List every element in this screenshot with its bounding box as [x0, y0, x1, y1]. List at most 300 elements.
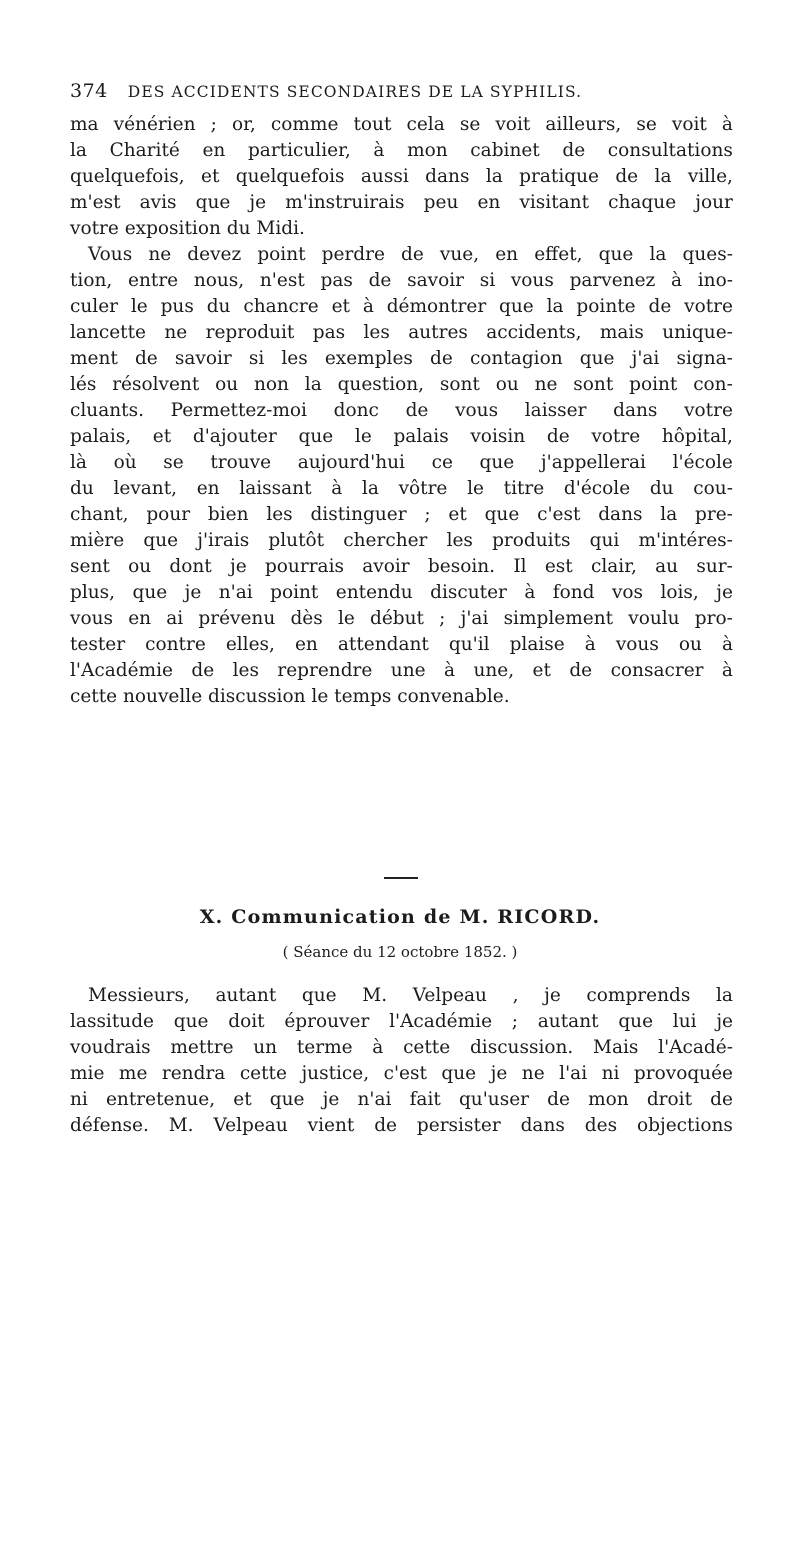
word: ou — [215, 374, 239, 395]
word: consacrer — [610, 660, 704, 681]
word: le — [467, 478, 484, 499]
word: chaque — [608, 192, 677, 213]
word: l'école — [672, 452, 733, 473]
word: les — [363, 322, 390, 343]
word: là — [70, 452, 87, 473]
word: mon — [588, 1089, 629, 1110]
word: voit — [671, 114, 707, 135]
word: lassitude — [70, 1011, 154, 1032]
word: con- — [693, 374, 733, 395]
word: effet, — [534, 244, 583, 265]
word: voudrais — [70, 1037, 151, 1058]
word: que — [173, 1011, 209, 1032]
section-subtitle: ( Séance du 12 octobre 1852. ) — [282, 943, 518, 961]
word: dans — [613, 400, 658, 421]
word: j'ai — [631, 348, 660, 369]
word: fait — [409, 1089, 441, 1110]
text-line — [70, 580, 733, 606]
word: sont — [573, 374, 614, 395]
word: distinguer — [310, 504, 407, 525]
word: , — [512, 985, 519, 1006]
word: discussion. — [469, 1037, 574, 1058]
word: lancette — [70, 322, 146, 343]
word: palais — [393, 426, 449, 447]
word: vénérien — [113, 114, 196, 135]
text-line — [70, 606, 733, 632]
word: chercher — [343, 530, 428, 551]
word: pour — [146, 504, 191, 525]
word: ; — [210, 114, 217, 135]
word: ; — [511, 1011, 519, 1032]
text-line: votre exposition du Midi. — [70, 218, 305, 239]
word: le — [354, 426, 372, 447]
word: justice, — [301, 1063, 370, 1084]
word: c'est — [537, 504, 581, 525]
word: aussi — [360, 166, 409, 187]
word: trouve — [210, 452, 272, 473]
text-line — [70, 112, 733, 138]
word: M. — [362, 985, 388, 1006]
word: de — [547, 1089, 570, 1110]
word: la — [654, 166, 672, 187]
word: l'Acadé- — [658, 1037, 733, 1058]
word: le — [337, 608, 355, 629]
word: quelquefois — [235, 166, 345, 187]
word: est — [544, 556, 573, 577]
word: de — [191, 660, 215, 681]
text-line — [70, 190, 733, 216]
word: levant, — [113, 478, 178, 499]
word: droit — [646, 1089, 693, 1110]
word: non — [254, 374, 289, 395]
text-line — [70, 502, 733, 528]
word: plus, — [70, 582, 116, 603]
text-line — [70, 554, 733, 580]
word: lois, — [660, 582, 699, 603]
word: je — [544, 985, 561, 1006]
word: autant — [537, 1011, 599, 1032]
word: que — [598, 244, 634, 265]
word: vous — [615, 634, 659, 655]
word: un — [253, 1037, 278, 1058]
word: dans — [520, 1115, 565, 1136]
word: résolvent — [112, 374, 200, 395]
word: vous — [455, 400, 499, 421]
word: je — [230, 556, 247, 577]
word: à — [671, 270, 683, 291]
word: d'école — [563, 478, 631, 499]
word: pus — [160, 296, 194, 317]
word: à — [721, 660, 733, 681]
word: les — [281, 348, 308, 369]
page-number: 374 — [70, 80, 108, 102]
word: démontrer — [386, 296, 487, 317]
word: aujourd'hui — [297, 452, 405, 473]
word: particulier, — [247, 140, 351, 161]
word: mie — [70, 1063, 105, 1084]
word: point — [629, 374, 678, 395]
word: que — [132, 582, 168, 603]
text-line — [70, 294, 733, 320]
word: ce — [431, 452, 453, 473]
word: voulu — [628, 608, 680, 629]
word: reproduit — [205, 322, 295, 343]
word: Vous — [88, 244, 133, 265]
word: M. — [168, 1115, 194, 1136]
paragraph-2 — [70, 242, 733, 710]
word: doit — [228, 1011, 265, 1032]
word: et — [201, 166, 220, 187]
word: vue, — [439, 244, 480, 265]
word: plutôt — [268, 530, 325, 551]
word: la — [546, 296, 564, 317]
word: cela — [406, 114, 445, 135]
word: à — [524, 582, 536, 603]
word: en — [294, 634, 318, 655]
word: ai — [166, 608, 184, 629]
word: les — [232, 660, 259, 681]
word: de — [430, 348, 453, 369]
word: hôpital, — [661, 426, 733, 447]
word: perdre — [321, 244, 385, 265]
word: l'ai — [559, 1063, 588, 1084]
word: des — [584, 1115, 618, 1136]
word: qui — [589, 530, 620, 551]
word: pas — [320, 270, 353, 291]
word: mettre — [170, 1037, 234, 1058]
word: point — [257, 244, 306, 265]
word: ailleurs, — [545, 114, 622, 135]
word: au — [655, 556, 679, 577]
text-line — [70, 1113, 733, 1139]
word: ; — [439, 608, 446, 629]
text-line — [70, 398, 733, 424]
word: m'intéres- — [638, 530, 733, 551]
word: qu'il — [448, 634, 490, 655]
word: pratique — [519, 166, 599, 187]
text-line — [70, 424, 733, 450]
word: ; — [424, 504, 431, 525]
text-line: cette nouvelle discussion le temps convenable. — [70, 686, 510, 707]
word: sont — [439, 374, 480, 395]
word: laisser — [524, 400, 587, 421]
word: entre — [128, 270, 179, 291]
word: Permettez-moi — [170, 400, 307, 421]
word: accidents, — [486, 322, 582, 343]
word: j'appellerai — [540, 452, 646, 473]
word: en — [196, 478, 220, 499]
word: n'ai — [357, 1089, 392, 1110]
word: ino- — [697, 270, 733, 291]
text-line — [70, 372, 733, 398]
word: persister — [416, 1115, 501, 1136]
word: et — [331, 296, 350, 317]
word: simplement — [503, 608, 614, 629]
word: en — [495, 244, 519, 265]
word: entretenue, — [105, 1089, 216, 1110]
word: palais, — [70, 426, 132, 447]
word: nous, — [193, 270, 245, 291]
word: la — [715, 985, 733, 1006]
word: que — [441, 1063, 477, 1084]
word: dans — [425, 166, 470, 187]
word: de — [546, 426, 570, 447]
word: dès — [290, 608, 323, 629]
word: laissant — [239, 478, 312, 499]
word: vos — [611, 582, 644, 603]
word: mière — [70, 530, 125, 551]
word: cou- — [693, 478, 733, 499]
word: la — [649, 244, 667, 265]
word: vous — [510, 270, 554, 291]
word: attendant — [337, 634, 429, 655]
word: tout — [353, 114, 392, 135]
text-line — [70, 242, 733, 268]
word: visitant — [519, 192, 590, 213]
word: début — [370, 608, 424, 629]
word: si — [248, 348, 265, 369]
word: votre — [684, 400, 733, 421]
word: du — [649, 478, 674, 499]
text-line — [70, 528, 733, 554]
word: jour — [695, 192, 733, 213]
word: à — [721, 114, 733, 135]
word: Messieurs, — [88, 985, 190, 1006]
word: que — [618, 1011, 654, 1032]
text-line — [70, 1035, 733, 1061]
word: comme — [270, 114, 339, 135]
word: j'irais — [197, 530, 250, 551]
word: avis — [139, 192, 177, 213]
word: n'est — [259, 270, 305, 291]
word: et — [448, 504, 467, 525]
word: chant, — [70, 504, 129, 525]
word: votre — [684, 296, 733, 317]
word: ou — [678, 634, 702, 655]
text-line — [70, 138, 733, 164]
word: la — [304, 374, 322, 395]
word: une — [390, 660, 426, 681]
word: dans — [598, 504, 643, 525]
text-line — [70, 346, 733, 372]
word: ne — [164, 322, 188, 343]
word: où — [113, 452, 137, 473]
word: autant — [215, 985, 277, 1006]
word: plaise — [509, 634, 565, 655]
text-line — [70, 632, 733, 658]
word: ni — [601, 1063, 620, 1084]
word: le — [130, 296, 148, 317]
word: parvenez — [569, 270, 656, 291]
word: que — [499, 296, 534, 317]
word: tion, — [70, 270, 113, 291]
word: ma — [70, 114, 99, 135]
word: terme — [296, 1037, 353, 1058]
running-title: DES ACCIDENTS SECONDAIRES DE LA SYPHILIS. — [127, 83, 583, 101]
word: m'instruirais — [285, 192, 405, 213]
word: cabinet — [470, 140, 540, 161]
word: du — [70, 478, 94, 499]
word: de — [374, 1115, 398, 1136]
word: ville, — [687, 166, 733, 187]
word: que — [301, 985, 337, 1006]
word: et — [532, 660, 551, 681]
word: ou — [495, 374, 519, 395]
word: m'est — [70, 192, 121, 213]
word: que — [269, 1089, 305, 1110]
word: de — [562, 140, 586, 161]
word: sur- — [696, 556, 733, 577]
word: voit — [495, 114, 531, 135]
word: vous — [70, 608, 113, 629]
section-paragraph — [70, 983, 733, 1139]
word: reprendre — [277, 660, 373, 681]
word: que — [484, 504, 520, 525]
word: c'est — [383, 1063, 427, 1084]
word: de — [569, 660, 593, 681]
word: Il — [513, 556, 527, 577]
word: objections — [636, 1115, 733, 1136]
word: elles, — [225, 634, 275, 655]
word: signa- — [676, 348, 733, 369]
word: tester — [70, 634, 126, 655]
word: pourrais — [264, 556, 344, 577]
word: la — [485, 166, 503, 187]
word: n'ai — [218, 582, 253, 603]
word: si — [479, 270, 496, 291]
word: une, — [473, 660, 515, 681]
word: ques- — [682, 244, 733, 265]
word: voisin — [470, 426, 526, 447]
word: or, — [231, 114, 256, 135]
text-line — [70, 983, 733, 1009]
word: je — [184, 582, 202, 603]
word: Velpeau — [213, 1115, 288, 1136]
word: à — [584, 634, 596, 655]
word: de — [648, 296, 672, 317]
word: que — [143, 530, 179, 551]
word: savoir — [174, 348, 232, 369]
word: dont — [169, 556, 212, 577]
word: contre — [145, 634, 206, 655]
text-line — [70, 450, 733, 476]
word: et — [233, 1089, 252, 1110]
word: que — [298, 426, 334, 447]
word: se — [636, 114, 657, 135]
word: contagion — [469, 348, 563, 369]
word: que — [579, 348, 615, 369]
word: à — [362, 296, 374, 317]
word: la — [660, 504, 678, 525]
word: culer — [70, 296, 118, 317]
word: savoir — [407, 270, 464, 291]
word: ne — [521, 1063, 545, 1084]
word: clair, — [590, 556, 637, 577]
section-title: X. Communication de M. RICORD. — [199, 906, 601, 928]
word: l'Académie — [389, 1011, 493, 1032]
word: titre — [503, 478, 545, 499]
word: sent — [70, 556, 110, 577]
word: pre- — [695, 504, 733, 525]
word: question, — [337, 374, 425, 395]
word: unique- — [662, 322, 733, 343]
word: besoin. — [427, 556, 496, 577]
text-line — [70, 164, 733, 190]
word: discuter — [430, 582, 507, 603]
word: du — [206, 296, 231, 317]
word: lés — [70, 374, 97, 395]
word: quelquefois, — [70, 166, 185, 187]
word: en — [128, 608, 152, 629]
word: ni — [70, 1089, 88, 1110]
word: donc — [333, 400, 379, 421]
word: cette — [403, 1037, 451, 1058]
word: bien — [207, 504, 249, 525]
word: pas — [312, 322, 346, 343]
word: je — [490, 1063, 508, 1084]
word: que — [195, 192, 231, 213]
word: qu'user — [458, 1089, 529, 1110]
word: prévenu — [198, 608, 276, 629]
word: de — [615, 166, 639, 187]
word: de — [368, 270, 392, 291]
text-line — [70, 658, 733, 684]
word: la — [70, 140, 87, 161]
word: autres — [408, 322, 468, 343]
word: cluants. — [70, 400, 144, 421]
word: défense. — [70, 1115, 149, 1136]
word: à — [372, 1037, 384, 1058]
word: devez — [187, 244, 242, 265]
word: lui — [672, 1011, 697, 1032]
word: Velpeau — [412, 985, 487, 1006]
word: produits — [492, 530, 571, 551]
word: ou — [128, 556, 152, 577]
word: se — [163, 452, 184, 473]
word: à — [721, 634, 733, 655]
word: exemples — [324, 348, 413, 369]
word: se — [459, 114, 481, 135]
word: peu — [423, 192, 459, 213]
word: votre — [591, 426, 641, 447]
word: fond — [552, 582, 595, 603]
word: ne — [534, 374, 558, 395]
word: avoir — [362, 556, 410, 577]
word: je — [716, 1011, 733, 1032]
word: comprends — [586, 985, 691, 1006]
word: de — [401, 244, 424, 265]
word: à — [443, 660, 456, 681]
text-line — [70, 320, 733, 346]
word: de — [405, 400, 429, 421]
word: mon — [407, 140, 448, 161]
word: que — [479, 452, 515, 473]
word: vôtre — [398, 478, 448, 499]
word: je — [322, 1089, 340, 1110]
text-line — [70, 476, 733, 502]
word: pointe — [576, 296, 636, 317]
word: rendra — [161, 1063, 226, 1084]
word: l'Académie — [70, 660, 173, 681]
word: les — [266, 504, 293, 525]
word: la — [361, 478, 379, 499]
word: en — [202, 140, 226, 161]
paragraph-1 — [70, 112, 733, 242]
word: Mais — [593, 1037, 639, 1058]
word: à — [331, 478, 343, 499]
text-line — [70, 1087, 733, 1113]
word: je — [716, 582, 733, 603]
